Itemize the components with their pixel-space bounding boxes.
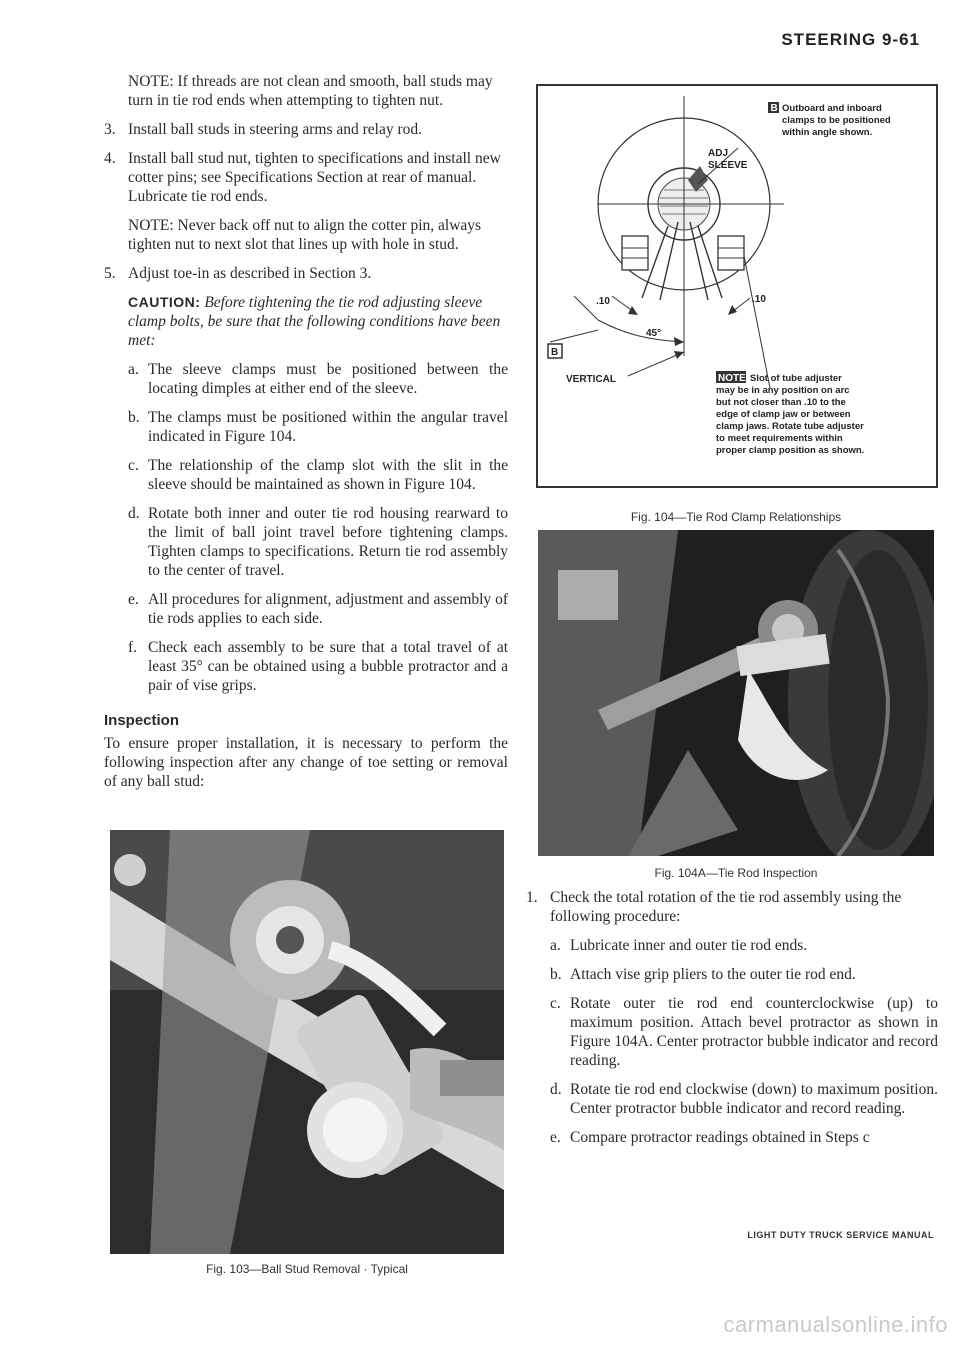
condition-text: The clamps must be positioned within the angular travel indicated in Figure 104. [148,409,508,445]
condition-a [128,360,508,398]
inspection-text: To ensure proper installation, it is necessary to perform the following inspection after any change of toe setting or removal of any ball stud: [104,735,508,790]
step-5 [104,264,508,283]
caution-block [128,293,508,350]
label-sleeve: SLEEVE [708,160,748,171]
fig-104a-caption: Fig. 104A—Tie Rod Inspection [654,866,818,880]
svg-text:B: B [770,103,778,114]
step-number: 4. [104,150,116,167]
substep-letter: b. [550,966,562,983]
condition-letter: a. [128,361,139,378]
condition-c [128,456,508,494]
substep-letter: e. [550,1129,561,1146]
watermark: carmanualsonline.info [723,1312,948,1337]
substep-e [550,1128,938,1147]
substep-letter: c. [550,995,561,1012]
label-angle: 45° [646,328,662,339]
svg-text:clamp jaws. Rotate tube adjust: clamp jaws. Rotate tube adjuster [716,421,864,432]
substep-text: Lubricate inner and outer tie rod ends. [570,937,808,954]
step-3 [104,120,508,139]
fig-104a-photo [538,530,934,856]
substep-text: Compare protractor readings obtained in Steps c [570,1129,870,1146]
substep-text: Rotate outer tie rod end counterclockwise (up) to maximum position. Attach bevel protractor as shown in Figure 104A. Center protractor bubble indicator and record reading. [570,995,938,1069]
label-outboard-1: Outboard and inboard [782,103,882,114]
fig-103-caption: Fig. 103—Ball Stud Removal · Typical [206,1262,408,1276]
left-column [104,72,508,801]
caution-text: Before tightening the tie rod adjusting sleeve clamp bolts, be sure that the following conditions have been met: [128,294,501,349]
condition-letter: c. [128,457,139,474]
substep-d [550,1080,938,1118]
substep-text: Attach vise grip pliers to the outer tie rod end. [570,966,856,983]
fig-104-diagram [536,84,938,488]
condition-letter: b. [128,409,140,426]
condition-text: All procedures for alignment, adjustment and assembly of tie rods applies to each side. [148,591,508,627]
condition-letter: e. [128,591,139,608]
page-footer: LIGHT DUTY TRUCK SERVICE MANUAL [747,1230,934,1240]
step-number: 1. [526,889,538,906]
substep-letter: a. [550,937,561,954]
label-outboard-3: within angle shown. [782,127,873,138]
fig-103-photo [110,830,504,1254]
step-text: Install ball studs in steering arms and relay rod. [128,121,423,138]
condition-f [128,638,508,695]
note-cotter: NOTE: Never back off nut to align the cotter pin, always tighten nut to next slot that lines up with hole in stud. [128,217,482,253]
condition-b [128,408,508,446]
label-outboard-2: clamps to be positioned [782,115,891,126]
right-column [526,888,938,1157]
caution-label: CAUTION: [128,294,201,310]
svg-text:proper clamp position as shown: proper clamp position as shown. [716,445,865,456]
step-4 [104,149,508,206]
svg-text:to meet requirements within: to meet requirements within [716,433,843,444]
diagram-outboard-text [0,0,1,1]
label-vertical: VERTICAL [566,374,616,385]
fig-104-caption: Fig. 104—Tie Rod Clamp Relationships [630,510,842,524]
svg-text:may be in any position on arc: may be in any position on arc [716,385,850,396]
condition-d [128,504,508,580]
substep-text: Rotate tie rod end clockwise (down) to maximum position. Center protractor bubble indicator and record reading. [570,1081,938,1117]
condition-text: Check each assembly to be sure that a total travel of at least 35° can be obtained using a bubble protractor and a pair of vise grips. [148,639,508,694]
step-number: 5. [104,265,116,282]
svg-text:Slot of tube adjuster: Slot of tube adjuster [750,373,842,384]
svg-text:edge of clamp jaw or between: edge of clamp jaw or between [716,409,851,420]
label-dim-right: .10 [752,294,766,305]
step-1 [526,888,938,926]
inspection-heading: Inspection [104,712,180,729]
substep-c [550,994,938,1070]
step-text: Install ball stud nut, tighten to specifications and install new cotter pins; see Specifications Section at rear of manual. Lubricate tie rod ends. [128,150,501,205]
condition-text: The sleeve clamps must be positioned between the locating dimples at either end of the sleeve. [148,361,508,397]
step-text: Check the total rotation of the tie rod assembly using the following procedure: [550,889,902,925]
label-note-box: NOTE [718,373,746,384]
substep-a [550,936,938,955]
step-text: Adjust toe-in as described in Section 3. [128,265,372,282]
label-b-box: B [551,347,559,358]
condition-text: The relationship of the clamp slot with the slit in the sleeve should be maintained as shown in Figure 104. [148,457,508,493]
note-threads: NOTE: If threads are not clean and smooth, ball studs may turn in tie rod ends when attempting to tighten nut. [128,73,493,109]
label-adj: ADJ [708,148,729,159]
page-header: STEERING 9-61 [781,30,920,49]
label-dim-left: .10 [596,296,610,307]
step-number: 3. [104,121,116,138]
substep-letter: d. [550,1081,562,1098]
condition-letter: d. [128,505,140,522]
condition-e [128,590,508,628]
substep-b [550,965,938,984]
svg-text:but not closer than .10 to the: but not closer than .10 to the [716,397,846,408]
condition-text: Rotate both inner and outer tie rod housing rearward to the limit of ball joint travel before tightening clamps. Tighten clamps to specifications. Return tie rod assembly to the center of travel. [148,505,508,579]
condition-letter: f. [128,639,138,656]
